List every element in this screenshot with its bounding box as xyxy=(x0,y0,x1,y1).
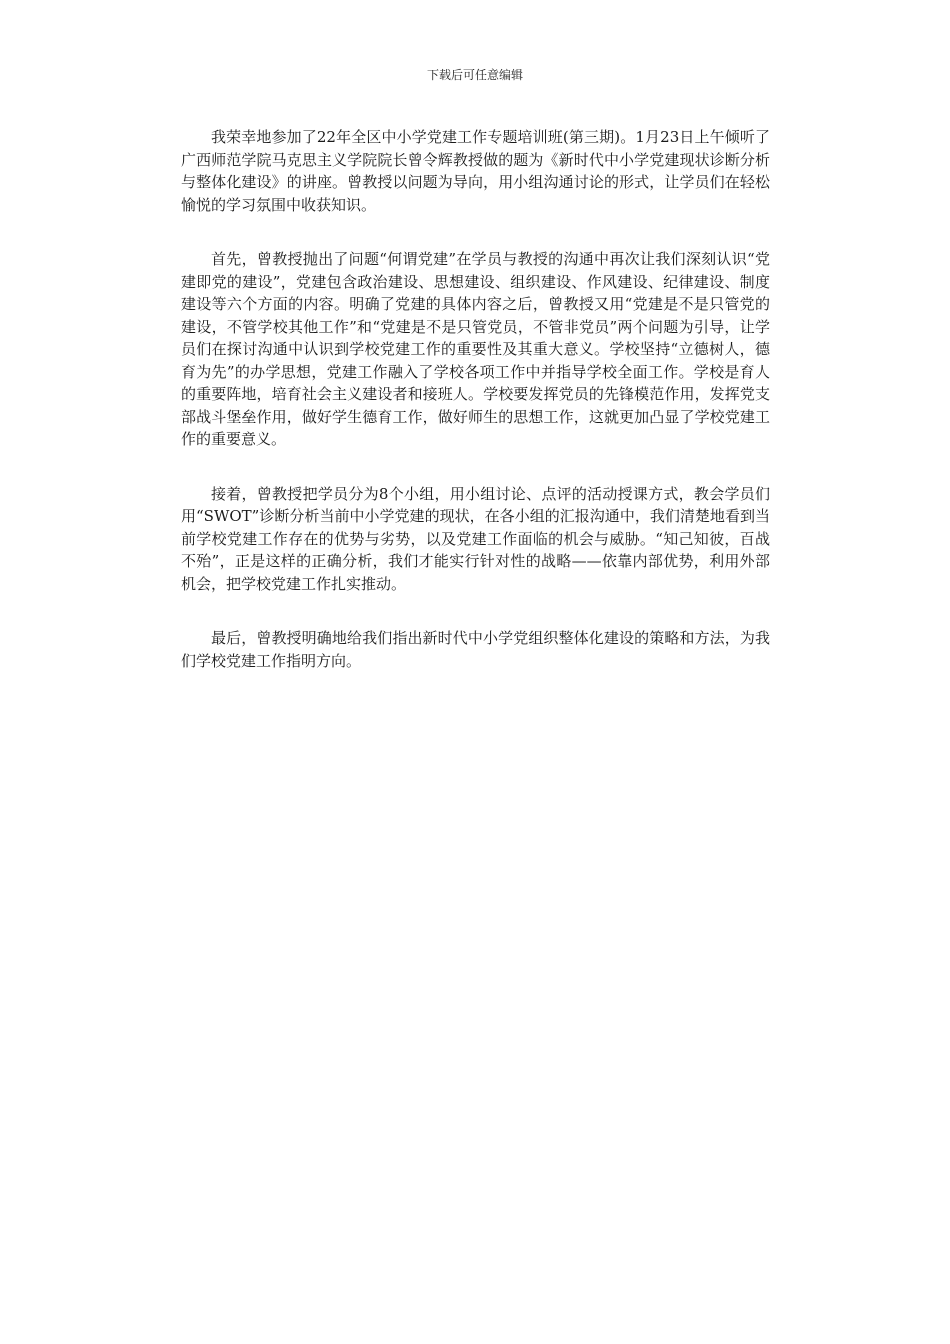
document-body xyxy=(181,126,770,672)
paragraph-intro: 我荣幸地参加了22年全区中小学党建工作专题培训班(第三期)。1月23日上午倾听了广西师范学院马克思主义学院院长曾令辉教授做的题为《新时代中小学党建现状诊断分析与整体化建设》的讲座。曾教授以问题为导向，用小组沟通讨论的形式，让学员们在轻松愉悦的学习氛围中收获知识。 xyxy=(181,128,770,214)
paragraph-next: 接着，曾教授把学员分为8个小组，用小组讨论、点评的活动授课方式，教会学员们用“SWOT”诊断分析当前中小学党建的现状，在各小组的汇报沟通中，我们清楚地看到当前学校党建工作存在的优势与劣势，以及党建工作面临的机会与威胁。“知己知彼，百战不殆”，正是这样的正确分析，我们才能实行针对性的战略——依靠内部优势，利用外部机会，把学校党建工作扎实推动。 xyxy=(181,484,770,593)
paragraph-final: 最后，曾教授明确地给我们指出新时代中小学党组织整体化建设的策略和方法，为我们学校党建工作指明方向。 xyxy=(181,629,770,670)
download-edit-note: 下载后可任意编辑 xyxy=(426,68,523,82)
paragraph-first: 首先，曾教授抛出了问题“何谓党建”在学员与教授的沟通中再次让我们深刻认识“党建即党的建设”，党建包含政治建设、思想建设、组织建设、作风建设、纪律建设、制度建设等六个方面的内容。明确了党建的具体内容之后，曾教授又用“党建是不是只管党的建设，不管学校其他工作”和“党建是不是只管党员，不管非党员”两个问题为引导，让学员们在探讨沟通中认识到学校党建工作的重要性及其重大意义。学校坚持“立德树人，德育为先”的办学思想，党建工作融入了学校各项工作中并指导学校全面工作。学校是育人的重要阵地，培育社会主义建设者和接班人。学校要发挥党员的先锋模范作用，发挥党支部战斗堡垒作用，做好学生德育工作，做好师生的思想工作，这就更加凸显了学校党建工作的重要意义。 xyxy=(181,250,770,448)
